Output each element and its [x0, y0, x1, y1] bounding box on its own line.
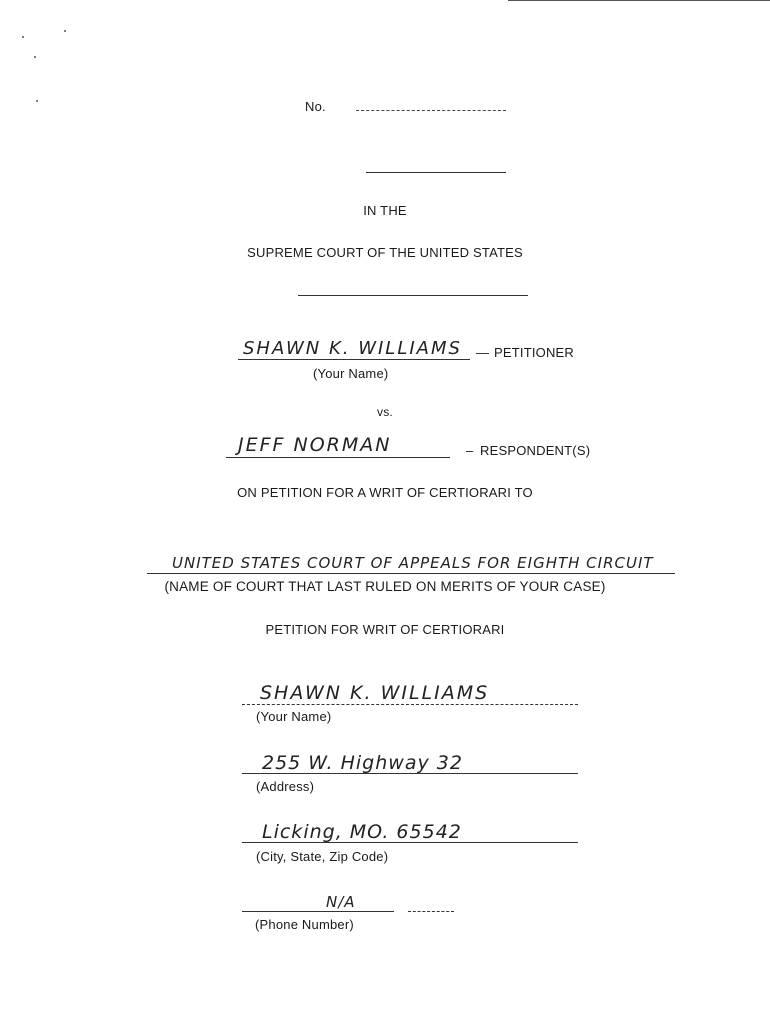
petition-title: PETITION FOR WRIT OF CERTIORARI [265, 622, 505, 637]
contact-phone: N/A [326, 893, 356, 911]
contact-phone-hint: (Phone Number) [255, 917, 354, 932]
respondent-name: JEFF NORMAN [238, 434, 392, 456]
contact-city: Licking, MO. 65542 [262, 821, 462, 843]
contact-phone-line-tail [408, 911, 454, 912]
scan-edge-line [508, 0, 770, 1]
versus-label: vs. [377, 405, 393, 419]
scan-speck [34, 56, 36, 58]
respondent-dash: – [466, 443, 474, 458]
contact-city-hint: (City, State, Zip Code) [256, 849, 389, 864]
court-divider [298, 295, 528, 296]
on-petition-heading: ON PETITION FOR A WRIT OF CERTIORARI TO [237, 485, 533, 500]
contact-name-line [242, 704, 578, 705]
petitioner-hint: (Your Name) [313, 366, 389, 381]
petitioner-dash: — [476, 345, 490, 360]
contact-address-line [242, 773, 578, 774]
lower-court-name: UNITED STATES COURT OF APPEALS FOR EIGHTH CIRCUIT [172, 554, 654, 572]
respondent-line [226, 457, 450, 458]
in-the-heading: IN THE [363, 203, 407, 218]
petitioner-line [238, 359, 470, 360]
lower-court-hint: (NAME OF COURT THAT LAST RULED ON MERITS OF YOUR CASE) [164, 579, 606, 594]
contact-name: SHAWN K. WILLIAMS [260, 682, 490, 704]
contact-name-hint: (Your Name) [256, 709, 332, 724]
header-rule [366, 172, 506, 173]
scan-speck [64, 30, 66, 32]
contact-city-line [242, 842, 578, 843]
contact-address-hint: (Address) [256, 779, 315, 794]
docket-number-label: No. [305, 99, 326, 114]
contact-phone-line [242, 911, 394, 912]
scan-speck [22, 36, 24, 38]
court-name-heading: SUPREME COURT OF THE UNITED STATES [247, 245, 523, 260]
lower-court-line [147, 573, 675, 574]
petitioner-name: SHAWN K. WILLIAMS [243, 338, 462, 359]
petitioner-role: PETITIONER [494, 345, 575, 360]
respondent-role: RESPONDENT(S) [480, 443, 591, 458]
scan-speck [36, 100, 38, 102]
contact-address: 255 W. Highway 32 [262, 752, 463, 774]
docket-number-line [356, 110, 506, 111]
